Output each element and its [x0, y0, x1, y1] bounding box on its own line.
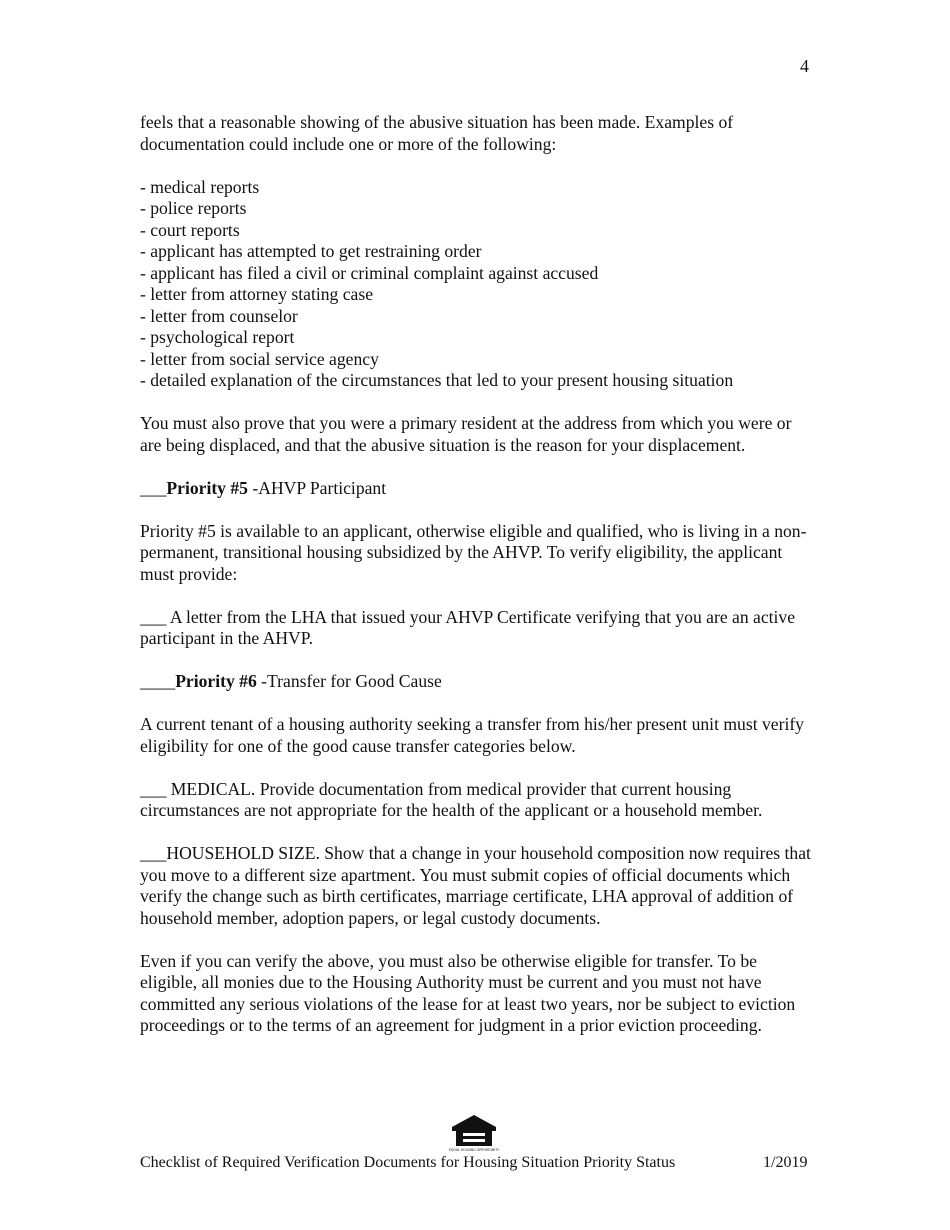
priority-6-heading [140, 671, 815, 693]
priority-5-description: Priority #5 is available to an applicant, otherwise eligible and qualified, who is living in a non-permanent, transitional housing subsidized by the AHVP. To verify eligibility, the applicant must provide: [140, 520, 807, 584]
intro-paragraph: feels that a reasonable showing of the abusive situation has been made. Examples of documentation could include one or more of the following: [140, 112, 734, 154]
priority-5-heading [140, 478, 815, 500]
document-body [140, 112, 815, 1058]
list-item: - applicant has filed a civil or criminal complaint against accused [140, 262, 599, 283]
list-item: - detailed explanation of the circumstances that led to your present housing situation [140, 370, 734, 390]
priority-5-label: Priority #5 [166, 477, 248, 498]
household-size-item: ___HOUSEHOLD SIZE. Show that a change in your household composition now requires that you move to a different size apartment. You must submit copies of official documents which verify the change such as birth certificates, marriage certificate, LHA approval of addition of household member, adoption papers, or legal custody documents. [140, 843, 811, 928]
list-item: - court reports [140, 219, 240, 240]
priority-6-description: A current tenant of a housing authority seeking a transfer from his/her present unit must verify eligibility for one of the good cause transfer categories below. [140, 714, 804, 756]
list-item: - letter from counselor [140, 305, 298, 326]
priority-5-checkbox-blank[interactable]: ___ [140, 477, 167, 498]
priority-6-label: Priority #6 [175, 671, 257, 691]
priority-5-letter-item: ___ A letter from the LHA that issued your AHVP Certificate verifying that you are an active participant in the AHVP. [140, 606, 796, 648]
documentation-examples-list [140, 177, 815, 392]
priority-6-checkbox-blank[interactable]: ____ [140, 671, 176, 691]
footer-date: 1/2019 [763, 1154, 808, 1171]
list-item: - applicant has attempted to get restraining order [140, 241, 482, 261]
list-item: - police reports [140, 198, 247, 218]
list-item: - medical reports [140, 176, 260, 197]
medical-item: ___ MEDICAL. Provide documentation from medical provider that current housing circumstances are not appropriate for the health of the applicant or a household member. [140, 778, 763, 820]
priority-6-title: -Transfer for Good Cause [256, 671, 442, 691]
list-item: - letter from attorney stating case [140, 284, 374, 304]
equal-housing-opportunity-icon [449, 1113, 499, 1155]
priority-5-title: -AHVP Participant [247, 477, 387, 498]
page-number: 4 [800, 56, 809, 76]
footer-title: Checklist of Required Verification Documents for Housing Situation Priority Status [140, 1154, 676, 1171]
eligibility-note: Even if you can verify the above, you must also be otherwise eligible for transfer. To be eligible, all monies due to the Housing Authority must be current and you must not have committed any serious violations of the lease for at least two years, nor be subject to eviction proceedings or to the terms of an agreement for judgment in a prior eviction proceeding. [140, 950, 796, 1035]
list-item: - psychological report [140, 327, 295, 347]
list-item: - letter from social service agency [140, 348, 379, 369]
logo-text: EQUAL HOUSING OPPORTUNITY [449, 1148, 499, 1152]
primary-resident-paragraph: You must also prove that you were a primary resident at the address from which you were or are being displaced, and that the abusive situation is the reason for your displacement. [140, 413, 792, 455]
